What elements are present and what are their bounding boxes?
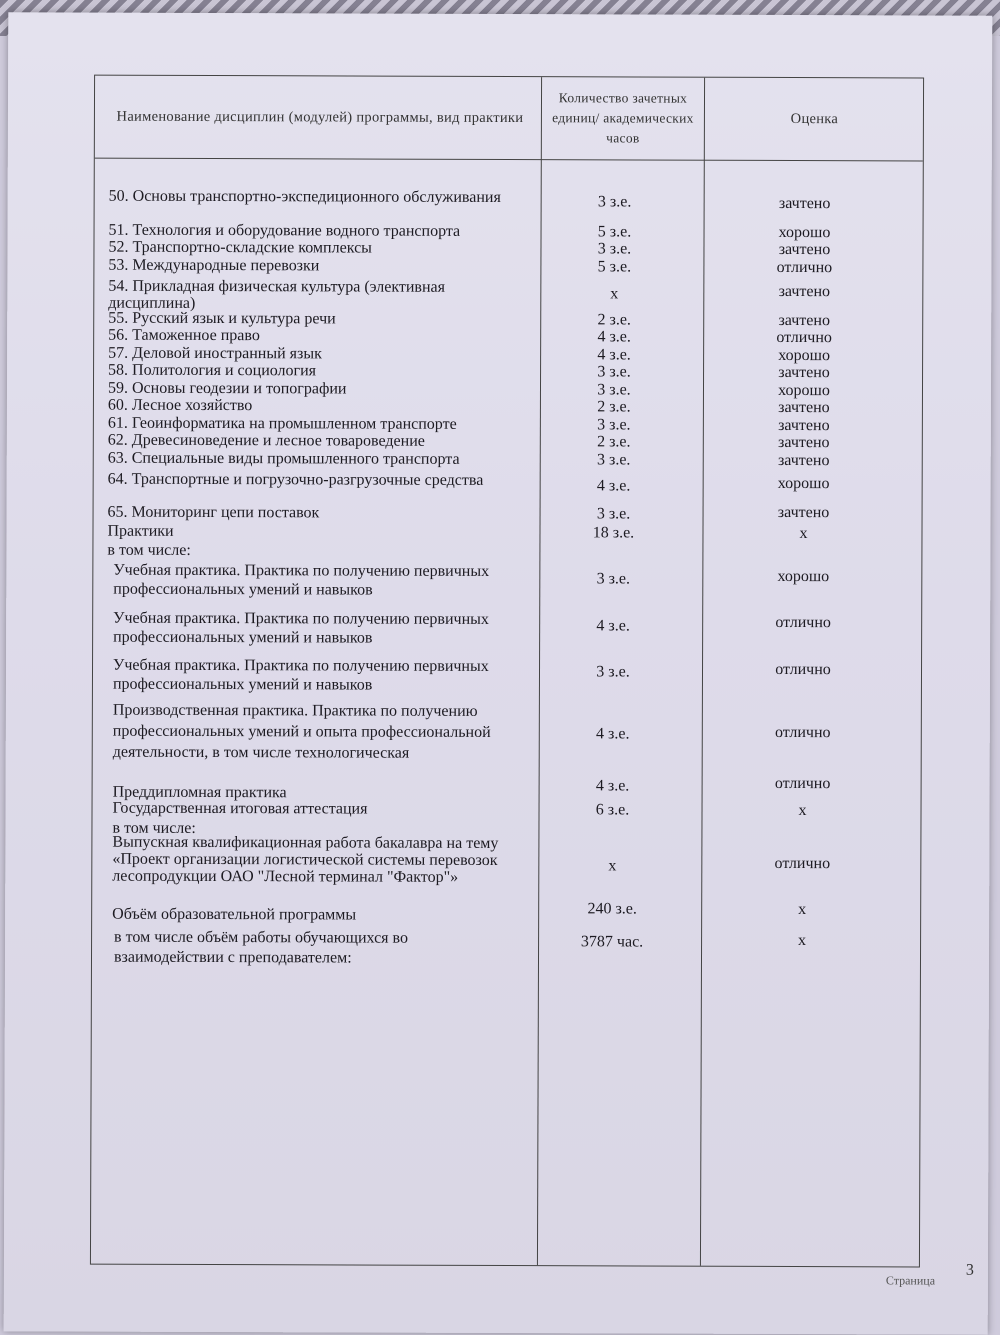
row-name: в том числе: — [107, 541, 191, 559]
row-qty: 2 з.е. — [597, 398, 631, 416]
row-qty: 3787 час. — [580, 933, 644, 951]
row-name: 57. Деловой иностранный язык — [108, 344, 322, 363]
row-qty: x — [610, 285, 619, 303]
row-qty: 3 з.е. — [596, 570, 631, 588]
row-qty: 4 з.е. — [597, 328, 631, 346]
row-name: 56. Таможенное право — [108, 326, 260, 345]
table-row — [95, 221, 925, 242]
row-grade: x — [798, 802, 807, 820]
row-qty: 6 з.е. — [595, 801, 630, 819]
header-credit-units: Количество зачетных единиц/ академических часов — [552, 90, 694, 146]
row-name: 62. Древесиноведение и лесное товароведение — [107, 431, 425, 450]
row-name: Учебная практика. Практика по получению первичных профессиональных умений и навыков — [113, 609, 489, 647]
row-qty: 18 з.е. — [592, 524, 635, 542]
table-row — [93, 561, 923, 599]
row-grade: зачтено — [778, 311, 830, 330]
row-grade: зачтено — [778, 398, 830, 417]
row-qty — [532, 821, 692, 822]
table-row — [92, 900, 922, 924]
table-row — [93, 700, 923, 762]
row-qty: 3 з.е. — [597, 416, 631, 434]
row-grade — [703, 544, 903, 545]
row-qty: 5 з.е. — [597, 223, 632, 241]
row-name: в том числе объём работы обучающихся во взаимодействии с преподавателем: — [113, 928, 409, 967]
row-grade: зачтено — [778, 194, 831, 213]
row-name: 58. Политология и социология — [108, 361, 317, 380]
row-grade: x — [798, 932, 807, 950]
table-row — [94, 503, 924, 523]
row-qty: 5 з.е. — [597, 258, 632, 276]
row-name: Объём образовательной программы — [112, 905, 357, 924]
document-page — [4, 12, 993, 1334]
row-name: 59. Основы геодезии и топографии — [107, 379, 347, 398]
row-qty: 2 з.е. — [597, 311, 631, 329]
row-name: Преддипломная практика — [112, 783, 287, 802]
row-name: Государственная итоговая аттестация — [112, 799, 368, 818]
row-grade: хорошо — [778, 223, 831, 242]
row-qty — [533, 543, 693, 544]
table-row — [93, 656, 923, 694]
row-grade: зачтено — [778, 433, 830, 452]
row-qty: 4 з.е. — [597, 346, 631, 364]
table-row — [94, 277, 924, 312]
row-qty: 4 з.е. — [596, 617, 630, 635]
row-qty: 4 з.е. — [596, 477, 631, 495]
row-grade — [702, 822, 902, 823]
page-number: 3 — [965, 1261, 974, 1279]
row-qty: 3 з.е. — [596, 451, 631, 469]
row-name: Производственная практика. Практика по получению профессиональных умений и опыта профессиональной деятельности, в том числе технологическая — [112, 701, 491, 762]
row-qty: 3 з.е. — [597, 240, 632, 258]
row-name: 61. Геоинформатика на промышленном транспорте — [107, 414, 457, 433]
row-name: 64. Транспортные и погрузочно-разгрузочные средства — [107, 470, 484, 489]
row-name: в том числе: — [112, 819, 196, 837]
row-grade: отлично — [775, 660, 831, 679]
row-grade: хорошо — [777, 567, 830, 586]
row-grade: зачтено — [778, 282, 831, 301]
row-grade: отлично — [774, 854, 831, 873]
row-qty: 3 з.е. — [597, 381, 631, 399]
header-grade: Оценка — [790, 111, 839, 128]
row-name: Учебная практика. Практика по получению первичных профессиональных умений и навыков — [112, 656, 489, 694]
table-row — [92, 928, 922, 967]
row-grade: зачтено — [778, 240, 831, 259]
row-grade: отлично — [774, 774, 831, 793]
row-grade: отлично — [776, 258, 833, 277]
row-grade: x — [798, 901, 807, 919]
row-qty: 2 з.е. — [597, 433, 631, 451]
table-row — [94, 470, 924, 495]
row-name: Учебная практика. Практика по получению первичных профессиональных умений и навыков — [113, 561, 490, 599]
table-row — [92, 819, 922, 837]
row-grade: отлично — [775, 613, 831, 632]
header-discipline-name: Наименование дисциплин (модулей) программы, вид практики — [116, 108, 524, 127]
row-grade: зачтено — [777, 503, 830, 522]
row-qty: 240 з.е. — [587, 900, 637, 918]
row-grade: отлично — [774, 723, 831, 742]
grades-table — [90, 75, 924, 1268]
table-row — [93, 609, 923, 647]
row-name: 52. Транспортно-складские комплексы — [108, 238, 372, 257]
row-grade: зачтено — [778, 363, 830, 382]
table-row — [93, 774, 923, 802]
row-qty: x — [608, 857, 617, 875]
page-label: Страница — [885, 1273, 936, 1288]
row-grade: x — [799, 525, 808, 543]
row-qty: 3 з.е. — [596, 663, 630, 681]
row-name: Выпускная квалификационная работа бакалавра на тему «Проект организации логистической системы перевозок лесопродукции ОАО "Лесной терминал "Фактор"» — [112, 833, 499, 886]
row-name: 60. Лесное хозяйство — [107, 396, 253, 415]
row-name: 65. Мониторинг цепи поставок — [107, 503, 320, 522]
row-name: 51. Технология и оборудование водного транспорта — [108, 221, 461, 240]
row-qty: 4 з.е. — [596, 725, 630, 743]
row-qty: 4 з.е. — [595, 777, 630, 795]
table-row — [94, 522, 924, 543]
row-grade: зачтено — [778, 416, 830, 435]
row-grade: хорошо — [778, 346, 831, 365]
row-qty: 3 з.е. — [596, 505, 631, 523]
row-qty: 3 з.е. — [597, 193, 632, 211]
row-name: 55. Русский язык и культура речи — [108, 309, 336, 328]
row-grade: зачтено — [777, 451, 830, 470]
table-row — [95, 187, 925, 213]
row-name: 53. Международные перевозки — [108, 256, 320, 275]
row-name: 50. Основы транспортно-экспедиционного обслуживания — [108, 187, 501, 207]
row-grade: хорошо — [778, 381, 830, 400]
row-grade: отлично — [776, 328, 832, 347]
row-grade: хорошо — [777, 474, 830, 493]
row-name: 54. Прикладная физическая культура (элективная дисциплина) — [108, 277, 446, 312]
row-qty: 3 з.е. — [597, 363, 631, 381]
row-name: Практики — [107, 522, 174, 540]
row-name: 63. Специальные виды промышленного транспорта — [107, 449, 460, 468]
